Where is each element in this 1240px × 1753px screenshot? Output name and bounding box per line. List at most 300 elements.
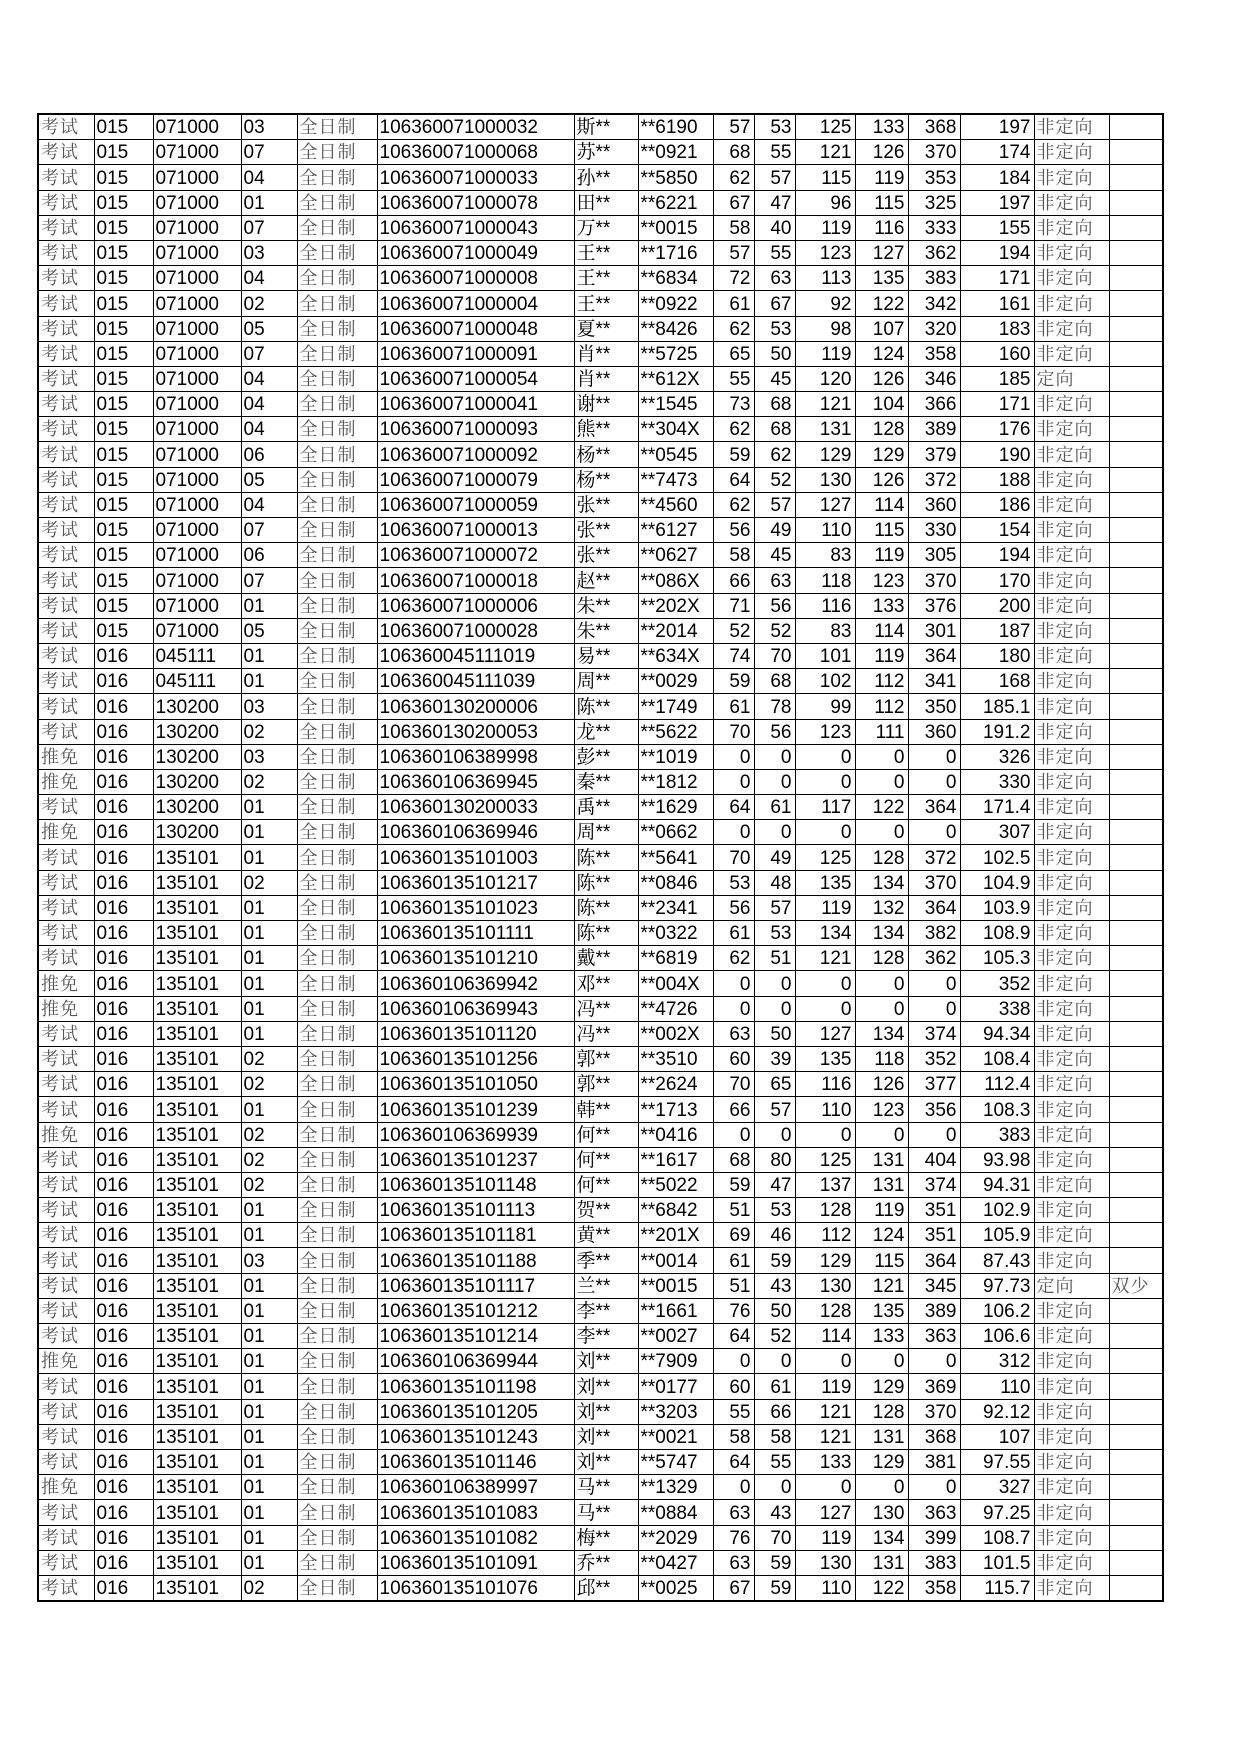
admission-type-cell: 考试 bbox=[38, 1298, 94, 1323]
course1-score-cell: 123 bbox=[795, 240, 855, 265]
candidate-name-cell: 张** bbox=[574, 543, 638, 568]
orientation-type-cell: 非定向 bbox=[1034, 1046, 1109, 1071]
admission-type-cell: 考试 bbox=[38, 795, 94, 820]
major-code-cell: 071000 bbox=[153, 417, 241, 442]
retest-score-cell: 307 bbox=[960, 820, 1034, 845]
course2-score-cell: 135 bbox=[855, 1298, 908, 1323]
admission-type-cell: 考试 bbox=[38, 845, 94, 870]
foreign-language-score-cell: 0 bbox=[754, 971, 795, 996]
major-code-cell: 071000 bbox=[153, 568, 241, 593]
admission-type-cell: 考试 bbox=[38, 1550, 94, 1575]
study-mode-cell: 全日制 bbox=[297, 1122, 377, 1147]
major-code-cell: 135101 bbox=[153, 971, 241, 996]
study-mode-cell: 全日制 bbox=[297, 1399, 377, 1424]
orientation-type-cell: 非定向 bbox=[1034, 1424, 1109, 1449]
candidate-id-cell: 106360106369939 bbox=[377, 1122, 574, 1147]
course2-score-cell: 126 bbox=[855, 467, 908, 492]
dept-code-cell: 016 bbox=[94, 1223, 153, 1248]
direction-code-cell: 02 bbox=[241, 1172, 297, 1197]
id-suffix-cell: **5850 bbox=[638, 165, 713, 190]
id-suffix-cell: **2341 bbox=[638, 895, 713, 920]
total-score-cell: 325 bbox=[908, 190, 960, 215]
admission-type-cell: 考试 bbox=[38, 366, 94, 391]
politics-score-cell: 64 bbox=[713, 1324, 754, 1349]
candidate-id-cell: 106360130200006 bbox=[377, 694, 574, 719]
candidate-id-cell: 106360135101113 bbox=[377, 1198, 574, 1223]
candidate-name-cell: 禹** bbox=[574, 795, 638, 820]
candidate-name-cell: 夏** bbox=[574, 316, 638, 341]
course1-score-cell: 114 bbox=[795, 1324, 855, 1349]
retest-score-cell: 330 bbox=[960, 769, 1034, 794]
table-row bbox=[38, 1374, 1163, 1399]
candidate-id-cell: 106360071000059 bbox=[377, 492, 574, 517]
course1-score-cell: 116 bbox=[795, 1072, 855, 1097]
direction-code-cell: 03 bbox=[241, 744, 297, 769]
retest-score-cell: 108.3 bbox=[960, 1097, 1034, 1122]
total-score-cell: 379 bbox=[908, 442, 960, 467]
direction-code-cell: 01 bbox=[241, 845, 297, 870]
study-mode-cell: 全日制 bbox=[297, 820, 377, 845]
table-row bbox=[38, 971, 1163, 996]
total-score-cell: 0 bbox=[908, 1122, 960, 1147]
major-code-cell: 135101 bbox=[153, 1172, 241, 1197]
remark-cell bbox=[1109, 870, 1163, 895]
course1-score-cell: 121 bbox=[795, 1424, 855, 1449]
admission-type-cell: 考试 bbox=[38, 1248, 94, 1273]
dept-code-cell: 016 bbox=[94, 1122, 153, 1147]
course2-score-cell: 114 bbox=[855, 492, 908, 517]
candidate-name-cell: 秦** bbox=[574, 769, 638, 794]
direction-code-cell: 01 bbox=[241, 996, 297, 1021]
admission-type-cell: 考试 bbox=[38, 1399, 94, 1424]
direction-code-cell: 07 bbox=[241, 341, 297, 366]
foreign-language-score-cell: 57 bbox=[754, 165, 795, 190]
total-score-cell: 364 bbox=[908, 643, 960, 668]
id-suffix-cell: **0025 bbox=[638, 1575, 713, 1601]
foreign-language-score-cell: 40 bbox=[754, 215, 795, 240]
course2-score-cell: 123 bbox=[855, 1097, 908, 1122]
foreign-language-score-cell: 58 bbox=[754, 1424, 795, 1449]
retest-score-cell: 338 bbox=[960, 996, 1034, 1021]
orientation-type-cell: 非定向 bbox=[1034, 870, 1109, 895]
politics-score-cell: 76 bbox=[713, 1298, 754, 1323]
table-row bbox=[38, 341, 1163, 366]
orientation-type-cell: 非定向 bbox=[1034, 895, 1109, 920]
dept-code-cell: 016 bbox=[94, 921, 153, 946]
candidate-id-cell: 106360135101117 bbox=[377, 1273, 574, 1298]
candidate-name-cell: 何** bbox=[574, 1172, 638, 1197]
dept-code-cell: 016 bbox=[94, 1298, 153, 1323]
candidate-id-cell: 106360135101210 bbox=[377, 946, 574, 971]
table-body bbox=[38, 114, 1163, 1601]
orientation-type-cell: 非定向 bbox=[1034, 946, 1109, 971]
total-score-cell: 360 bbox=[908, 492, 960, 517]
id-suffix-cell: **201X bbox=[638, 1223, 713, 1248]
id-suffix-cell: **0416 bbox=[638, 1122, 713, 1147]
orientation-type-cell: 非定向 bbox=[1034, 669, 1109, 694]
dept-code-cell: 016 bbox=[94, 1046, 153, 1071]
id-suffix-cell: **612X bbox=[638, 366, 713, 391]
direction-code-cell: 04 bbox=[241, 165, 297, 190]
dept-code-cell: 015 bbox=[94, 366, 153, 391]
dept-code-cell: 016 bbox=[94, 1021, 153, 1046]
direction-code-cell: 02 bbox=[241, 1046, 297, 1071]
foreign-language-score-cell: 0 bbox=[754, 769, 795, 794]
politics-score-cell: 64 bbox=[713, 795, 754, 820]
table-row bbox=[38, 114, 1163, 140]
course2-score-cell: 115 bbox=[855, 518, 908, 543]
study-mode-cell: 全日制 bbox=[297, 392, 377, 417]
remark-cell bbox=[1109, 568, 1163, 593]
id-suffix-cell: **1545 bbox=[638, 392, 713, 417]
course1-score-cell: 0 bbox=[795, 996, 855, 1021]
candidate-name-cell: 彭** bbox=[574, 744, 638, 769]
remark-cell bbox=[1109, 1172, 1163, 1197]
remark-cell bbox=[1109, 1324, 1163, 1349]
candidate-id-cell: 106360135101023 bbox=[377, 895, 574, 920]
table-row bbox=[38, 946, 1163, 971]
foreign-language-score-cell: 53 bbox=[754, 1198, 795, 1223]
politics-score-cell: 59 bbox=[713, 442, 754, 467]
dept-code-cell: 016 bbox=[94, 1475, 153, 1500]
politics-score-cell: 51 bbox=[713, 1273, 754, 1298]
course1-score-cell: 121 bbox=[795, 946, 855, 971]
study-mode-cell: 全日制 bbox=[297, 190, 377, 215]
table-row bbox=[38, 1172, 1163, 1197]
orientation-type-cell: 非定向 bbox=[1034, 769, 1109, 794]
course1-score-cell: 135 bbox=[795, 1046, 855, 1071]
remark-cell bbox=[1109, 417, 1163, 442]
major-code-cell: 130200 bbox=[153, 769, 241, 794]
dept-code-cell: 016 bbox=[94, 971, 153, 996]
foreign-language-score-cell: 0 bbox=[754, 1122, 795, 1147]
politics-score-cell: 66 bbox=[713, 1097, 754, 1122]
study-mode-cell: 全日制 bbox=[297, 694, 377, 719]
course2-score-cell: 0 bbox=[855, 744, 908, 769]
direction-code-cell: 02 bbox=[241, 1122, 297, 1147]
retest-score-cell: 101.5 bbox=[960, 1550, 1034, 1575]
table-row bbox=[38, 1046, 1163, 1071]
total-score-cell: 0 bbox=[908, 971, 960, 996]
remark-cell bbox=[1109, 190, 1163, 215]
politics-score-cell: 60 bbox=[713, 1374, 754, 1399]
candidate-id-cell: 106360106369942 bbox=[377, 971, 574, 996]
direction-code-cell: 01 bbox=[241, 190, 297, 215]
study-mode-cell: 全日制 bbox=[297, 1475, 377, 1500]
total-score-cell: 383 bbox=[908, 1550, 960, 1575]
direction-code-cell: 01 bbox=[241, 1500, 297, 1525]
retest-score-cell: 194 bbox=[960, 240, 1034, 265]
retest-score-cell: 191.2 bbox=[960, 719, 1034, 744]
major-code-cell: 071000 bbox=[153, 240, 241, 265]
table-row bbox=[38, 1248, 1163, 1273]
id-suffix-cell: **0846 bbox=[638, 870, 713, 895]
direction-code-cell: 04 bbox=[241, 366, 297, 391]
retest-score-cell: 102.9 bbox=[960, 1198, 1034, 1223]
retest-score-cell: 186 bbox=[960, 492, 1034, 517]
remark-cell bbox=[1109, 1500, 1163, 1525]
id-suffix-cell: **5641 bbox=[638, 845, 713, 870]
course2-score-cell: 112 bbox=[855, 694, 908, 719]
table-row bbox=[38, 442, 1163, 467]
politics-score-cell: 0 bbox=[713, 1349, 754, 1374]
foreign-language-score-cell: 55 bbox=[754, 140, 795, 165]
direction-code-cell: 01 bbox=[241, 643, 297, 668]
remark-cell bbox=[1109, 1525, 1163, 1550]
study-mode-cell: 全日制 bbox=[297, 341, 377, 366]
retest-score-cell: 106.6 bbox=[960, 1324, 1034, 1349]
admission-type-cell: 考试 bbox=[38, 1500, 94, 1525]
orientation-type-cell: 非定向 bbox=[1034, 1500, 1109, 1525]
candidate-name-cell: 谢** bbox=[574, 392, 638, 417]
course2-score-cell: 114 bbox=[855, 618, 908, 643]
candidate-name-cell: 孙** bbox=[574, 165, 638, 190]
course1-score-cell: 131 bbox=[795, 417, 855, 442]
course1-score-cell: 125 bbox=[795, 1147, 855, 1172]
table-row bbox=[38, 1449, 1163, 1474]
study-mode-cell: 全日制 bbox=[297, 1046, 377, 1071]
admission-type-cell: 考试 bbox=[38, 568, 94, 593]
table-row bbox=[38, 769, 1163, 794]
politics-score-cell: 52 bbox=[713, 618, 754, 643]
study-mode-cell: 全日制 bbox=[297, 316, 377, 341]
remark-cell bbox=[1109, 291, 1163, 316]
admission-type-cell: 考试 bbox=[38, 215, 94, 240]
course1-score-cell: 121 bbox=[795, 392, 855, 417]
table-row bbox=[38, 215, 1163, 240]
major-code-cell: 071000 bbox=[153, 165, 241, 190]
remark-cell bbox=[1109, 845, 1163, 870]
politics-score-cell: 53 bbox=[713, 870, 754, 895]
dept-code-cell: 016 bbox=[94, 1525, 153, 1550]
dept-code-cell: 015 bbox=[94, 543, 153, 568]
total-score-cell: 370 bbox=[908, 140, 960, 165]
candidate-name-cell: 戴** bbox=[574, 946, 638, 971]
admission-type-cell: 考试 bbox=[38, 1046, 94, 1071]
direction-code-cell: 01 bbox=[241, 1198, 297, 1223]
dept-code-cell: 016 bbox=[94, 1198, 153, 1223]
table-row bbox=[38, 1525, 1163, 1550]
dept-code-cell: 015 bbox=[94, 467, 153, 492]
table-row bbox=[38, 1097, 1163, 1122]
course2-score-cell: 129 bbox=[855, 1374, 908, 1399]
id-suffix-cell: **0322 bbox=[638, 921, 713, 946]
course1-score-cell: 134 bbox=[795, 921, 855, 946]
major-code-cell: 071000 bbox=[153, 543, 241, 568]
admission-type-cell: 考试 bbox=[38, 114, 94, 140]
direction-code-cell: 01 bbox=[241, 1273, 297, 1298]
politics-score-cell: 56 bbox=[713, 895, 754, 920]
admission-type-cell: 推免 bbox=[38, 1475, 94, 1500]
retest-score-cell: 92.12 bbox=[960, 1399, 1034, 1424]
retest-score-cell: 112.4 bbox=[960, 1072, 1034, 1097]
course2-score-cell: 133 bbox=[855, 1324, 908, 1349]
admission-type-cell: 考试 bbox=[38, 266, 94, 291]
admission-type-cell: 考试 bbox=[38, 291, 94, 316]
total-score-cell: 0 bbox=[908, 1349, 960, 1374]
retest-score-cell: 160 bbox=[960, 341, 1034, 366]
id-suffix-cell: **304X bbox=[638, 417, 713, 442]
course1-score-cell: 130 bbox=[795, 1273, 855, 1298]
dept-code-cell: 015 bbox=[94, 593, 153, 618]
retest-score-cell: 312 bbox=[960, 1349, 1034, 1374]
study-mode-cell: 全日制 bbox=[297, 643, 377, 668]
foreign-language-score-cell: 59 bbox=[754, 1575, 795, 1601]
direction-code-cell: 01 bbox=[241, 946, 297, 971]
remark-cell bbox=[1109, 643, 1163, 668]
foreign-language-score-cell: 51 bbox=[754, 946, 795, 971]
table-row bbox=[38, 643, 1163, 668]
direction-code-cell: 04 bbox=[241, 492, 297, 517]
candidate-name-cell: 张** bbox=[574, 492, 638, 517]
direction-code-cell: 03 bbox=[241, 240, 297, 265]
remark-cell bbox=[1109, 719, 1163, 744]
total-score-cell: 377 bbox=[908, 1072, 960, 1097]
table-row bbox=[38, 1298, 1163, 1323]
direction-code-cell: 01 bbox=[241, 1449, 297, 1474]
major-code-cell: 135101 bbox=[153, 1021, 241, 1046]
politics-score-cell: 65 bbox=[713, 341, 754, 366]
direction-code-cell: 01 bbox=[241, 1550, 297, 1575]
course1-score-cell: 0 bbox=[795, 1349, 855, 1374]
dept-code-cell: 015 bbox=[94, 316, 153, 341]
course2-score-cell: 131 bbox=[855, 1550, 908, 1575]
major-code-cell: 135101 bbox=[153, 870, 241, 895]
course2-score-cell: 0 bbox=[855, 820, 908, 845]
orientation-type-cell: 非定向 bbox=[1034, 1349, 1109, 1374]
politics-score-cell: 63 bbox=[713, 1021, 754, 1046]
candidate-id-cell: 106360106389997 bbox=[377, 1475, 574, 1500]
course2-score-cell: 134 bbox=[855, 921, 908, 946]
course1-score-cell: 116 bbox=[795, 593, 855, 618]
politics-score-cell: 68 bbox=[713, 140, 754, 165]
politics-score-cell: 74 bbox=[713, 643, 754, 668]
dept-code-cell: 016 bbox=[94, 769, 153, 794]
candidate-id-cell: 106360071000091 bbox=[377, 341, 574, 366]
admission-type-cell: 考试 bbox=[38, 694, 94, 719]
remark-cell bbox=[1109, 140, 1163, 165]
candidate-name-cell: 杨** bbox=[574, 442, 638, 467]
admission-type-cell: 考试 bbox=[38, 165, 94, 190]
direction-code-cell: 04 bbox=[241, 392, 297, 417]
course2-score-cell: 131 bbox=[855, 1172, 908, 1197]
remark-cell bbox=[1109, 769, 1163, 794]
candidate-id-cell: 106360106369943 bbox=[377, 996, 574, 1021]
id-suffix-cell: **0015 bbox=[638, 1273, 713, 1298]
candidate-name-cell: 斯** bbox=[574, 114, 638, 140]
orientation-type-cell: 非定向 bbox=[1034, 744, 1109, 769]
admission-type-cell: 考试 bbox=[38, 492, 94, 517]
dept-code-cell: 016 bbox=[94, 870, 153, 895]
candidate-id-cell: 106360106389998 bbox=[377, 744, 574, 769]
politics-score-cell: 0 bbox=[713, 820, 754, 845]
table-row bbox=[38, 1575, 1163, 1601]
course1-score-cell: 0 bbox=[795, 769, 855, 794]
dept-code-cell: 015 bbox=[94, 215, 153, 240]
dept-code-cell: 016 bbox=[94, 895, 153, 920]
orientation-type-cell: 非定向 bbox=[1034, 971, 1109, 996]
study-mode-cell: 全日制 bbox=[297, 1324, 377, 1349]
study-mode-cell: 全日制 bbox=[297, 1198, 377, 1223]
orientation-type-cell: 非定向 bbox=[1034, 1525, 1109, 1550]
major-code-cell: 071000 bbox=[153, 593, 241, 618]
candidate-id-cell: 106360135101256 bbox=[377, 1046, 574, 1071]
dept-code-cell: 016 bbox=[94, 795, 153, 820]
candidate-id-cell: 106360071000072 bbox=[377, 543, 574, 568]
candidate-id-cell: 106360135101091 bbox=[377, 1550, 574, 1575]
study-mode-cell: 全日制 bbox=[297, 518, 377, 543]
id-suffix-cell: **3510 bbox=[638, 1046, 713, 1071]
direction-code-cell: 01 bbox=[241, 1097, 297, 1122]
id-suffix-cell: **1716 bbox=[638, 240, 713, 265]
remark-cell bbox=[1109, 366, 1163, 391]
retest-score-cell: 154 bbox=[960, 518, 1034, 543]
course2-score-cell: 115 bbox=[855, 190, 908, 215]
dept-code-cell: 016 bbox=[94, 643, 153, 668]
major-code-cell: 135101 bbox=[153, 1349, 241, 1374]
candidate-id-cell: 106360071000041 bbox=[377, 392, 574, 417]
id-suffix-cell: **1749 bbox=[638, 694, 713, 719]
id-suffix-cell: **4560 bbox=[638, 492, 713, 517]
candidate-id-cell: 106360106369944 bbox=[377, 1349, 574, 1374]
study-mode-cell: 全日制 bbox=[297, 291, 377, 316]
table-row bbox=[38, 291, 1163, 316]
id-suffix-cell: **5747 bbox=[638, 1449, 713, 1474]
course1-score-cell: 119 bbox=[795, 895, 855, 920]
total-score-cell: 356 bbox=[908, 1097, 960, 1122]
total-score-cell: 362 bbox=[908, 240, 960, 265]
politics-score-cell: 51 bbox=[713, 1198, 754, 1223]
study-mode-cell: 全日制 bbox=[297, 593, 377, 618]
id-suffix-cell: **1629 bbox=[638, 795, 713, 820]
study-mode-cell: 全日制 bbox=[297, 215, 377, 240]
candidate-name-cell: 陈** bbox=[574, 895, 638, 920]
major-code-cell: 135101 bbox=[153, 1097, 241, 1122]
politics-score-cell: 73 bbox=[713, 392, 754, 417]
course1-score-cell: 110 bbox=[795, 1575, 855, 1601]
politics-score-cell: 62 bbox=[713, 946, 754, 971]
total-score-cell: 372 bbox=[908, 467, 960, 492]
candidate-id-cell: 106360135101050 bbox=[377, 1072, 574, 1097]
course1-score-cell: 99 bbox=[795, 694, 855, 719]
orientation-type-cell: 非定向 bbox=[1034, 467, 1109, 492]
course2-score-cell: 131 bbox=[855, 1424, 908, 1449]
politics-score-cell: 59 bbox=[713, 669, 754, 694]
study-mode-cell: 全日制 bbox=[297, 1223, 377, 1248]
table-row bbox=[38, 366, 1163, 391]
orientation-type-cell: 非定向 bbox=[1034, 1399, 1109, 1424]
remark-cell bbox=[1109, 1072, 1163, 1097]
id-suffix-cell: **6819 bbox=[638, 946, 713, 971]
remark-cell bbox=[1109, 1374, 1163, 1399]
course2-score-cell: 0 bbox=[855, 769, 908, 794]
foreign-language-score-cell: 50 bbox=[754, 1021, 795, 1046]
dept-code-cell: 016 bbox=[94, 845, 153, 870]
course1-score-cell: 83 bbox=[795, 543, 855, 568]
course1-score-cell: 117 bbox=[795, 795, 855, 820]
dept-code-cell: 015 bbox=[94, 417, 153, 442]
id-suffix-cell: **0545 bbox=[638, 442, 713, 467]
id-suffix-cell: **1812 bbox=[638, 769, 713, 794]
candidate-name-cell: 刘** bbox=[574, 1349, 638, 1374]
politics-score-cell: 0 bbox=[713, 744, 754, 769]
course1-score-cell: 129 bbox=[795, 1248, 855, 1273]
id-suffix-cell: **0029 bbox=[638, 669, 713, 694]
course2-score-cell: 126 bbox=[855, 140, 908, 165]
course2-score-cell: 123 bbox=[855, 568, 908, 593]
study-mode-cell: 全日制 bbox=[297, 1449, 377, 1474]
direction-code-cell: 02 bbox=[241, 1575, 297, 1601]
